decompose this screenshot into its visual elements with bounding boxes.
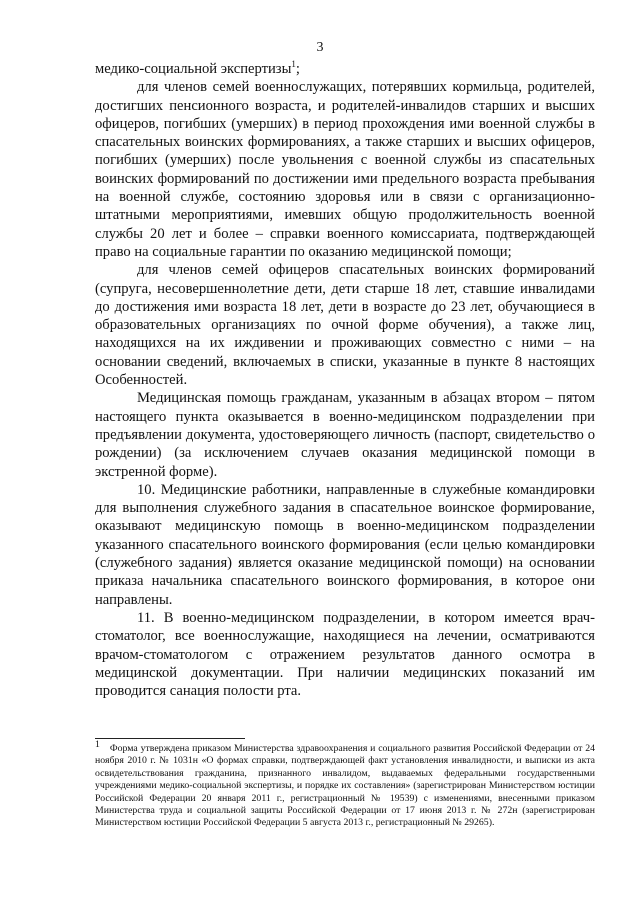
page-number: 3 [316, 40, 324, 55]
footnote-separator [95, 738, 245, 739]
paragraph-4: Медицинская помощь гражданам, указанным в абзацах втором – пятом настоящего пункта оказывается в военно-медицинском подразделении при предъявлении документа, удостоверяющего личность (паспорт, свидетельство о рождении) (за исключением случаев оказания медицинской помощи в экстренной форме). [95, 390, 595, 480]
paragraph-5: 10. Медицинские работники, направленные в служебные командировки для выполнения служебного задания в спасательное воинское формирование, оказывают медицинскую помощь в военно-медицинском подразделении указанного спасательного воинского формирования (если целью командировки (служебного задания) является оказание медицинской помощи) на основании приказа начальника спасательного воинского формирования, в которое они направлены. [95, 481, 595, 608]
paragraph-3: для членов семей офицеров спасательных воинских формирований (супруга, несовершеннолетние дети, дети старше 18 лет, ставшие инвалидами до достижения ими возраста 18 лет, дети в возрасте до 23 лет, обучающиеся в образовательных организациях по очной форме обучения), а также лиц, находящихся на их иждивении и проживающих совместно с ними – на основании сведений, включаемых в списки, указанные в пункте 8 настоящих Особенностей. [95, 262, 595, 389]
paragraph-2: для членов семей военнослужащих, потерявших кормильца, родителей, достигших пенсионного возраста, и родителей-инвалидов старших и высших офицеров, погибших (умерших) в период прохождения ими военной службы в спасательных воинских формированиях, а также старших и высших офицеров, погибших (умерших) после увольнения с военной службы из спасательных воинских формирований по достижении ими предельного возраста пребывания на военной службе, состоянию здоровья или в связи с организационно-штатными мероприятиями, имевших общую продолжительность военной службы 20 лет и более – справки военного комиссариата, подтверждающей право на социальные гарантии по оказанию медицинской помощи; [95, 79, 595, 260]
document-body [95, 60, 595, 700]
paragraph-text: медико-социальной экспертизы [95, 61, 292, 77]
footnote-text: Форма утверждена приказом Министерства здравоохранения и социального развития Российской Федерации от 24 ноября 2010 г. № 1031н «О формах справки, подтверждающей факт установления инвалидности, и выписки из акта освидетельствования гражданина, признанного инвалидом, выдаваемых федеральными государственными учреждениями медико-социальной экспертизы, и порядке их составления» (зарегистрирован Министерством юстиции Российской Федерации 20 января 2011 г., регистрационный № 19539) с изменениями, внесенными приказом Министерства труда и социальной защиты Российской Федерации от 17 июня 2013 г. № 272н (зарегистрирован Министерством юстиции Российской Федерации 5 августа 2013 г., регистрационный № 29265). [95, 743, 595, 829]
footnote-reference: 1 [291, 59, 296, 70]
paragraph-end-punct: ; [295, 61, 300, 77]
footnote-mark: 1 [95, 738, 100, 750]
paragraph-1 [95, 60, 595, 78]
paragraph-6: 11. В военно-медицинском подразделении, в котором имеется врач-стоматолог, все военнослужащие, находящиеся на лечении, осматриваются врачом-стоматологом с отражением результатов данного осмотра в медицинской документации. При наличии медицинских показаний им проводится санация полости рта. [95, 609, 595, 700]
footnote [95, 738, 595, 830]
